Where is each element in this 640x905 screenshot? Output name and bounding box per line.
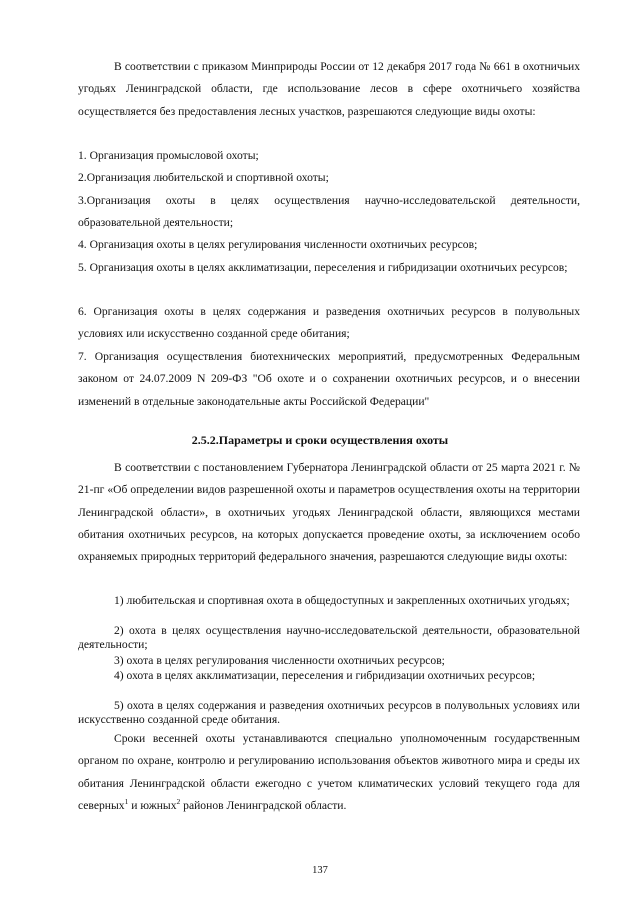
list-item: 3) охота в целях регулирования численности охотничьих ресурсов; — [114, 654, 445, 667]
list-item: 6. Организация охоты в целях содержания и разведения охотничьих ресурсов в полувольных условиях или искусственно созданной среде обитания; — [78, 305, 580, 341]
paragraph-text: Сроки весенней охоты устанавливаются специально уполномоченным государственным органом по охране, контролю и регулированию использования объектов животного мира и среды их обитания Ленинградской области ежегодно с учетом климатических условий текущего года для северных — [78, 732, 580, 812]
paragraph-text: районов Ленинградской области. — [180, 798, 347, 812]
body-paragraph: В соответствии с постановлением Губернатора Ленинградской области от 25 марта 2021 г. № 21-пг «Об определении видов разрешенной охоты и параметров осуществления охоты на территории Ленинградской области», в охотничьих угодьях Ленинградской области, являющихся местами обитания охотничьих ресурсов, на которых допускается проведение охоты, за исключением особо охраняемых природных территорий федерального значения, разрешаются следующие виды охоты: — [78, 461, 580, 564]
list-item: 3.Организация охоты в целях осуществления научно-исследовательской деятельности, образовательной деятельности; — [78, 194, 580, 230]
list-item: 1) любительская и спортивная охота в общедоступных и закрепленных охотничьих угодьях; — [114, 594, 570, 607]
list-item: 7. Организация осуществления биотехнических мероприятий, предусмотренных Федеральным законом от 24.07.2009 N 209-ФЗ "Об охоте и о сохранении охотничьих ресурсов, и о внесении изменений в отдельные законодательные акты Российской Федерации" — [78, 350, 580, 408]
body-paragraph — [78, 728, 580, 817]
intro-paragraph: В соответствии с приказом Минприроды России от 12 декабря 2017 года № 661 в охотничьих угодьях Ленинградской области, где использование лесов в сфере охотничьего хозяйства осуществляется без предоставления лесных участков, разрешаются следующие виды охоты: — [78, 60, 580, 118]
list-item: 5) охота в целях содержания и разведения охотничьих ресурсов в полувольных условиях или искусственно созданной среде обитания. — [78, 699, 580, 726]
paragraph-text: и южных — [128, 798, 177, 812]
list-item: 2.Организация любительской и спортивной охоты; — [78, 171, 329, 184]
list-item: 4. Организация охоты в целях регулирования численности охотничьих ресурсов; — [78, 238, 478, 251]
list-item: 2) охота в целях осуществления научно-исследовательской деятельности, образовательной деятельности; — [78, 624, 580, 651]
page-number: 137 — [312, 865, 328, 876]
list-item: 1. Организация промысловой охоты; — [78, 149, 259, 162]
footnote-ref: 2 — [176, 797, 181, 807]
list-item: 5. Организация охоты в целях акклиматизации, переселения и гибридизации охотничьих ресурсов; — [78, 261, 568, 274]
list-item: 4) охота в целях акклиматизации, переселения и гибридизации охотничьих ресурсов; — [114, 669, 536, 682]
section-heading: 2.5.2.Параметры и сроки осуществления охоты — [191, 433, 449, 447]
footnote-ref: 1 — [124, 797, 129, 807]
